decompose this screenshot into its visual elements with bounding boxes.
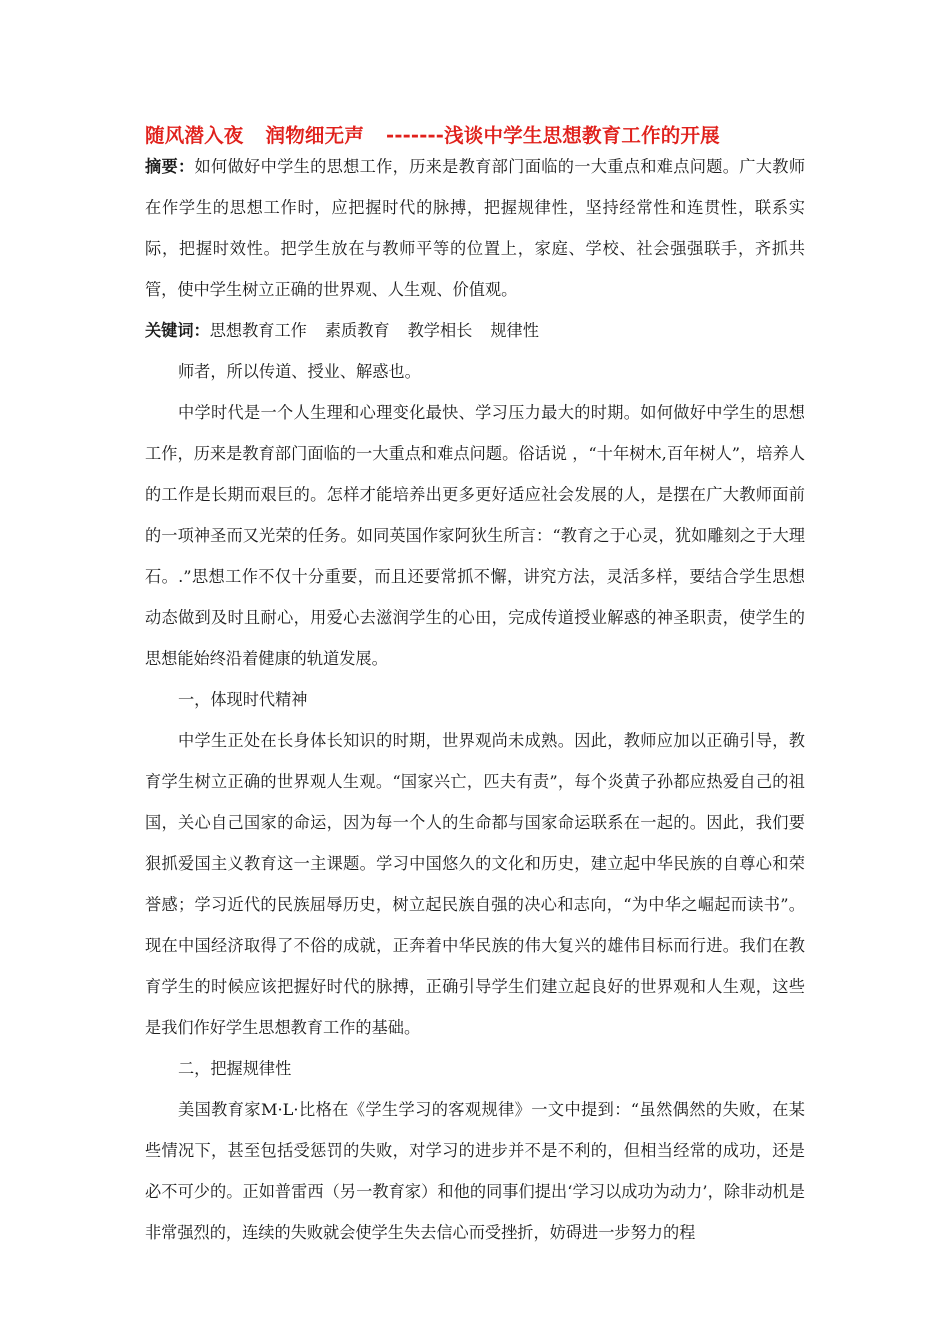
abstract-label: 摘要： bbox=[145, 157, 195, 176]
abstract-text: 如何做好中学生的思想工作，历来是教育部门面临的一大重点和难点问题。广大教师在作学生的思想工作时，应把握时代的脉搏，把握规律性，坚持经常性和连贯性，联系实际，把握时效性。把学生放在与教师平等的位置上，家庭、学校、社会强强联手，齐抓共管，使中学生树立正确的世界观、人生观、价值观。 bbox=[145, 157, 806, 299]
keywords-label: 关键词： bbox=[145, 321, 210, 340]
body-paragraph: 师者，所以传道、授业、解惑也。 bbox=[178, 362, 421, 381]
body-paragraph: 美国教育家M·L·比格在《学生学习的客观规律》一文中提到：“虽然偶然的失败，在某些情况下，甚至包括受惩罚的失败，对学习的进步并不是不利的，但相当经常的成功，还是必不可少的。正如普雷西（另一教育家）和他的同事们提出‘学习以成功为动力’，除非动机是非常强烈的，连续的失败就会使学生失去信心而受挫折，妨碍进一步努力的程 bbox=[145, 1100, 805, 1242]
section-heading-2: 二，把握规律性 bbox=[178, 1059, 292, 1078]
body-paragraph: 中学生正处在长身体长知识的时期，世界观尚未成熟。因此，教师应加以正确引导，教育学生树立正确的世界观人生观。“国家兴亡，匹夫有责”，每个炎黄子孙都应热爱自己的祖国，关心自己国家的命运，因为每一个人的生命都与国家命运联系在一起的。因此，我们要狠抓爱国主义教育这一主课题。学习中国悠久的文化和历史，建立起中华民族的自尊心和荣誉感；学习近代的民族屈辱历史，树立起民族自强的决心和志向，“为中华之崛起而读书”。现在中国经济取得了不俗的成就，正奔着中华民族的伟大复兴的雄伟目标而行进。我们在教育学生的时候应该把握好时代的脉搏，正确引导学生们建立起良好的世界观和人生观，这些是我们作好学生思想教育工作的基础。 bbox=[145, 731, 805, 1037]
keyword-item: 教学相长 bbox=[407, 321, 473, 340]
body-paragraph: 中学时代是一个人生理和心理变化最快、学习压力最大的时期。如何做好中学生的思想工作，历来是教育部门面临的一大重点和难点问题。俗话说 ，“十年树木,百年树人”，培养人的工作是长期而艰巨的。怎样才能培养出更多更好适应社会发展的人，是摆在广大教师面前的一项神圣而又光荣的任务。如同英国作家阿狄生所言：“教育之于心灵，犹如雕刻之于大理石。.”思想工作不仅十分重要，而且还要常抓不懈，讲究方法，灵活多样，要结合学生思想动态做到及时且耐心，用爱心去滋润学生的心田，完成传道授业解惑的神圣职责，使学生的思想能始终沿着健康的轨道发展。 bbox=[145, 403, 805, 668]
section-heading-1: 一，体现时代精神 bbox=[178, 690, 308, 709]
keyword-item: 思想教育工作 bbox=[209, 321, 307, 340]
keyword-item: 规律性 bbox=[490, 321, 539, 340]
abstract bbox=[145, 146, 805, 310]
keywords bbox=[145, 310, 805, 351]
title-part-2: 润物细无声 bbox=[265, 124, 365, 147]
keyword-item: 素质教育 bbox=[324, 321, 390, 340]
title-part-1: 随风潜入夜 bbox=[145, 124, 244, 147]
title-part-3: -------浅谈中学生思想教育工作的开展 bbox=[386, 124, 720, 147]
document-page bbox=[145, 122, 805, 1253]
